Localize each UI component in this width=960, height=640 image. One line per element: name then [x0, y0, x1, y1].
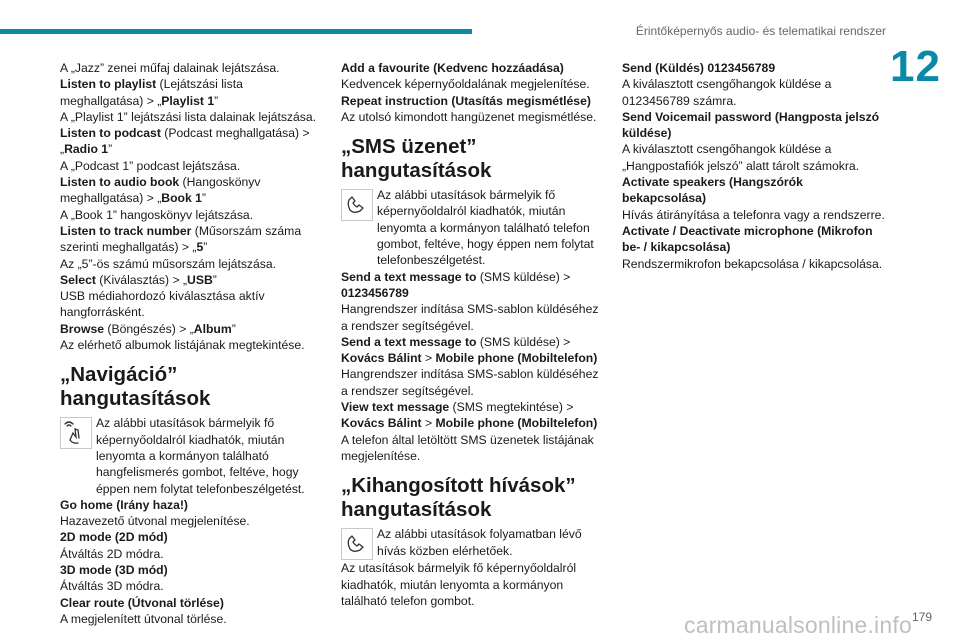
command: Listen to audio book (Hangoskönyv meghallgatása) > „Book 1”: [60, 175, 261, 206]
page-number: 179: [912, 610, 933, 624]
section-title-sms: „SMS üzenet” hangutasítások: [341, 135, 492, 183]
command: View text message (SMS megtekintése) > Kovács Bálint > Mobile phone (Mobiltelefon): [341, 400, 598, 431]
text-line: A megjelenített útvonal törlése.: [60, 611, 227, 626]
command: Send a text message to (SMS küldése) > 0123456789: [341, 269, 571, 300]
note-sms: Az alábbi utasítások bármelyik fő képernyőoldalról kiadhatók, miután lenyomta a kormányon található telefon gombot, feltéve, hogy éppen nem folytat telefonbeszélgetést.: [341, 187, 603, 268]
text-line: Rendszermikrofon bekapcsolása / kikapcsolása.: [622, 256, 883, 271]
phone-icon: [341, 528, 373, 560]
text-line: A kiválasztott csengőhangok küldése a 0123456789 számra.: [622, 77, 832, 108]
command: 2D mode (2D mód): [60, 530, 168, 545]
command: Listen to podcast (Podcast meghallgatása) > „Radio 1”: [60, 126, 310, 157]
chapter-title: Érintőképernyős audio- és telematikai rendszer: [635, 24, 886, 38]
text-line: A telefon által letöltött SMS üzenetek listájának megjelenítése.: [341, 432, 594, 463]
command: Add a favourite (Kedvenc hozzáadása): [341, 61, 564, 75]
text-line: A „Playlist 1” lejátszási lista dalainak lejátszása.: [60, 109, 317, 124]
text-line: Hangrendszer indítása SMS-sablon küldéséhez a rendszer segítségével.: [341, 367, 599, 398]
text-line: Az elérhető albumok listájának megtekintése.: [60, 338, 305, 353]
text-line: Hangrendszer indítása SMS-sablon küldéséhez a rendszer segítségével.: [341, 302, 599, 333]
command: Select (Kiválasztás) > „USB”: [60, 272, 217, 287]
chapter-number: 12: [890, 42, 941, 91]
text-line: Hívás átirányítása a telefonra vagy a rendszerre.: [622, 207, 885, 222]
phone-icon: [341, 189, 373, 221]
text-line: A „Jazz” zenei műfaj dalainak lejátszása.: [60, 61, 280, 75]
note-calls: Az alábbi utasítások folyamatban lévő hívás közben elérhetőek.: [341, 526, 603, 560]
column-2: [341, 60, 603, 609]
column-3: [622, 60, 890, 272]
text-line: Átváltás 3D módra.: [60, 579, 164, 594]
text-line: Átváltás 2D módra.: [60, 546, 164, 561]
text-line: Kedvencek képernyőoldalának megjelenítése.: [341, 77, 590, 92]
section-title-navigation: „Navigáció” hangutasítások: [60, 363, 211, 411]
text-line: A kiválasztott csengőhangok küldése a „Hangpostafiók jelszó” alatt tárolt számokra.: [622, 142, 860, 173]
text-line: Az utolsó kimondott hangüzenet megismétlése.: [341, 109, 597, 124]
command: Clear route (Útvonal törlése): [60, 595, 224, 610]
command: 3D mode (3D mód): [60, 563, 168, 578]
command: Listen to playlist (Lejátszási lista meghallgatása) > „Playlist 1”: [60, 77, 243, 108]
text-line: USB médiahordozó kiválasztása aktív hangforrásként.: [60, 289, 265, 320]
column-1: [60, 60, 322, 627]
text-line: Hazavezető útvonal megjelenítése.: [60, 514, 250, 529]
command: Repeat instruction (Utasítás megismétlése): [341, 93, 591, 108]
text-line: Az utasítások bármelyik fő képernyőoldalról kiadhatók, miután lenyomta a kormányon található telefon gombot.: [341, 561, 577, 608]
command: Send a text message to (SMS küldése) > Kovács Bálint > Mobile phone (Mobiltelefon): [341, 334, 598, 366]
command: Go home (Irány haza!): [60, 497, 188, 512]
note-navigation: Az alábbi utasítások bármelyik fő képernyőoldalról kiadhatók, miután lenyomta a kormányon található hangfelismerés gombot, feltéve, hogy éppen nem folytat telefonbeszélgetést.: [60, 415, 322, 496]
watermark: carmanualsonline.info: [684, 612, 912, 638]
section-title-calls: „Kihangosított hívások” hangutasítások: [341, 474, 576, 522]
text-line: A „Book 1” hangoskönyv lejátszása.: [60, 207, 254, 222]
command: Send Voicemail password (Hangposta jelszó küldése): [622, 109, 880, 141]
text-line: Az „5”-ös számú műsorszám lejátszása.: [60, 256, 277, 271]
voice-hand-icon: [60, 417, 92, 449]
command: Activate speakers (Hangszórók bekapcsolása): [622, 175, 803, 206]
header-accent-bar: [0, 29, 472, 34]
command: Listen to track number (Műsorszám száma szerinti meghallgatás) > „5”: [60, 223, 302, 255]
command: Activate / Deactivate microphone (Mikrofon be- / kikapcsolása): [622, 223, 873, 255]
command: Send (Küldés) 0123456789: [622, 61, 776, 75]
text-line: A „Podcast 1” podcast lejátszása.: [60, 158, 241, 173]
command: Browse (Böngészés) > „Album”: [60, 321, 236, 336]
